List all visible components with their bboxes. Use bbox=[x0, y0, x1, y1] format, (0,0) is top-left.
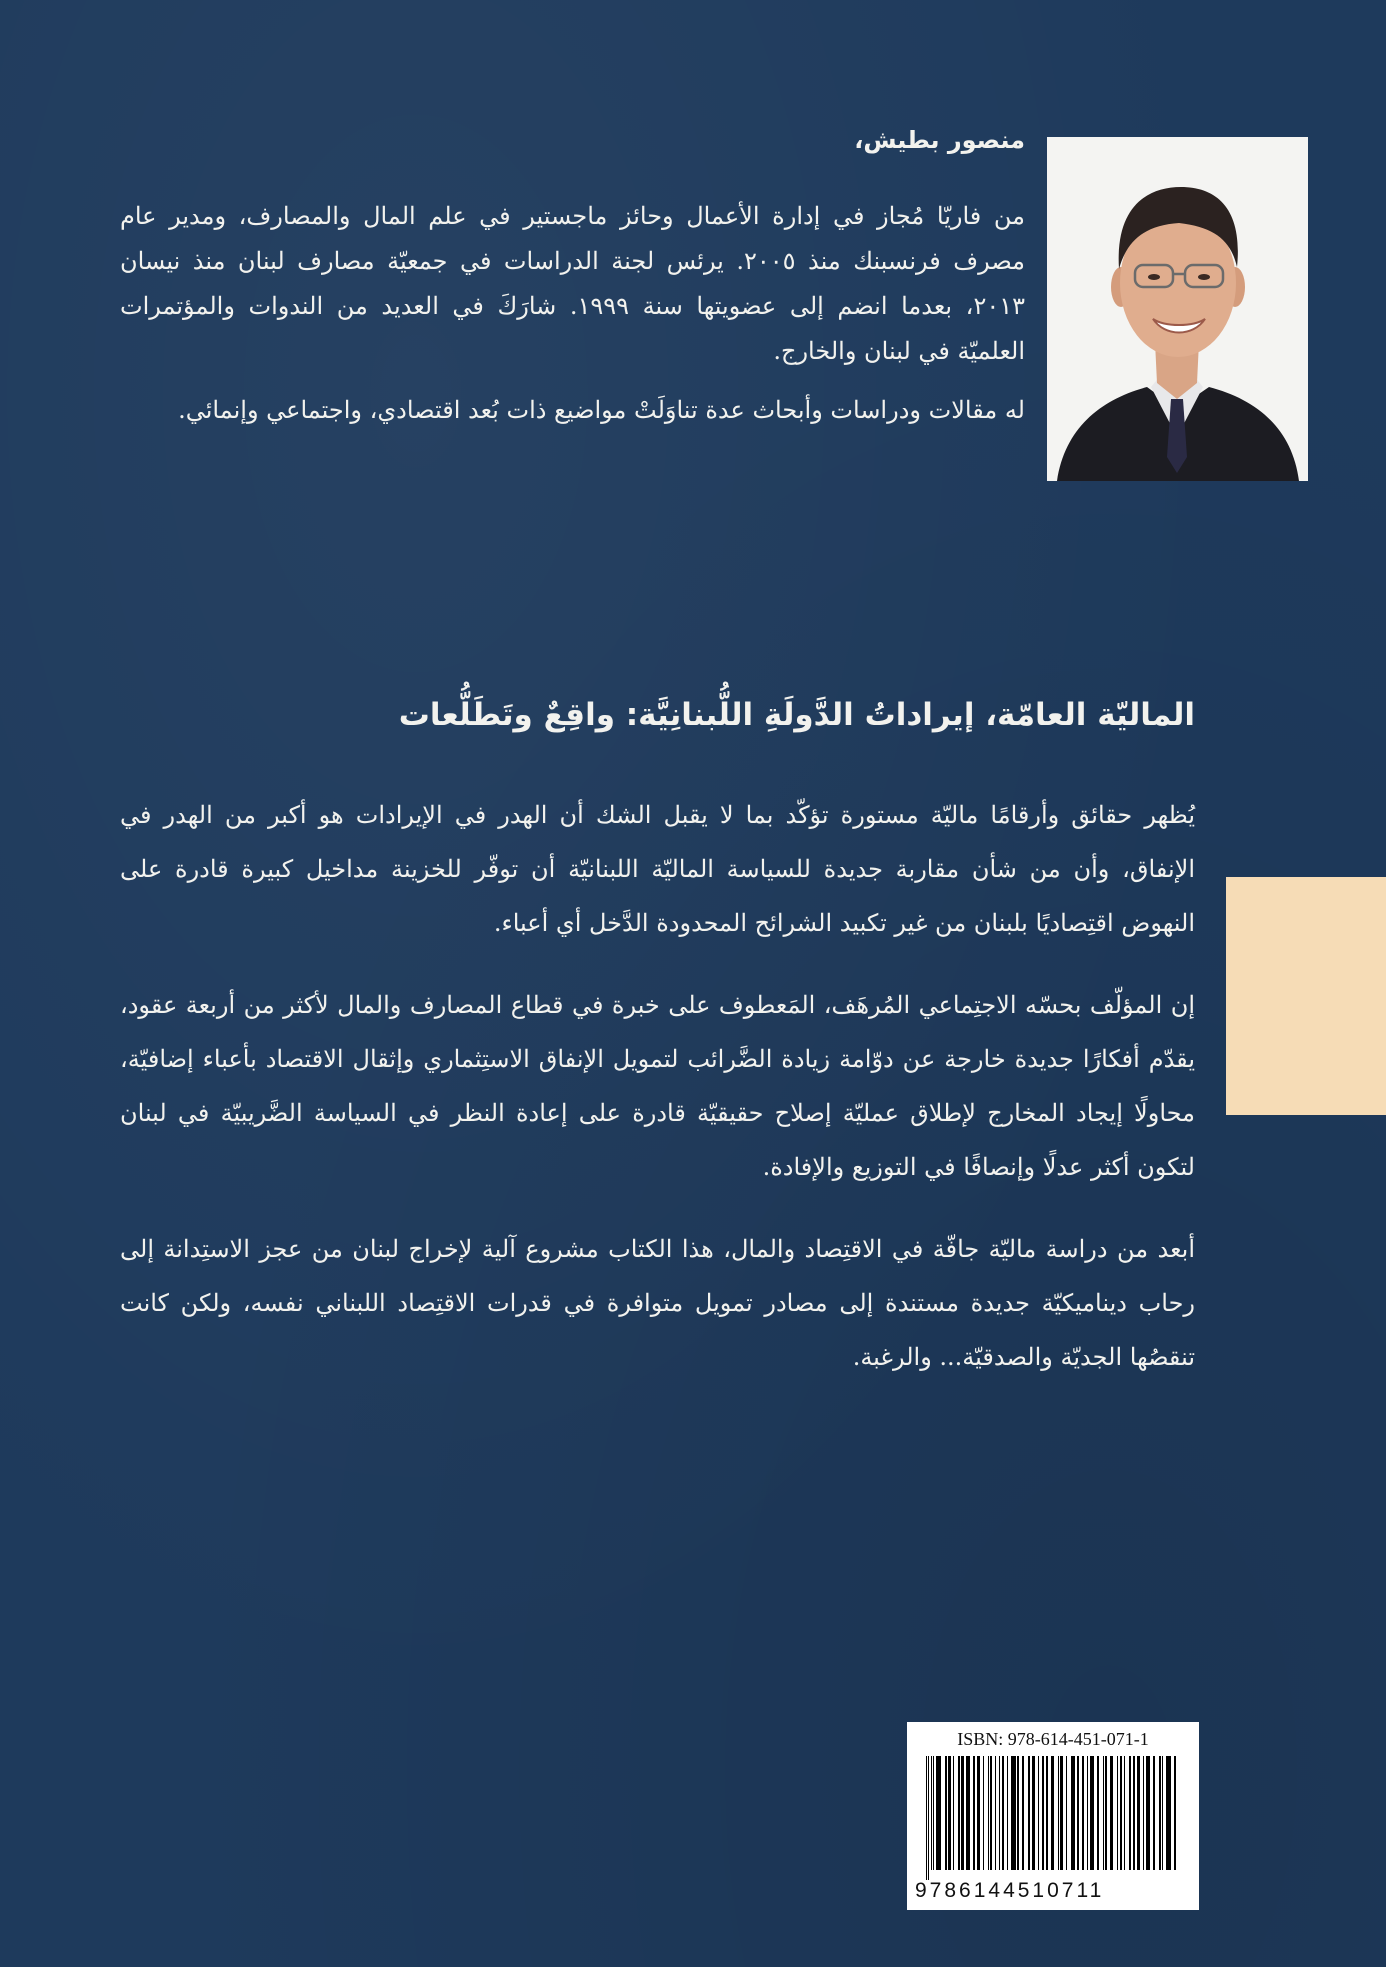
isbn-label: ISBN: 978-614-451-071-1 bbox=[957, 1729, 1149, 1749]
description-paragraph: أبعد من دراسة ماليّة جافّة في الاقتِصاد والمال، هذا الكتاب مشروع آلية لإخراج لبنان من عجز الاستِدانة إلى رحاب ديناميكيّة جديدة مستندة إلى مصادر تمويل متوافرة في قدرات الاقتِصاد اللبناني نفسه، ولكن كانت تنقصُها الجديّة والصدقيّة... والرغبة. bbox=[120, 1235, 1195, 1371]
barcode-bar bbox=[928, 1756, 929, 1880]
barcode-bar bbox=[1046, 1756, 1048, 1870]
barcode-bar bbox=[931, 1756, 932, 1870]
barcode-bar bbox=[1174, 1756, 1176, 1870]
barcode-bar bbox=[983, 1756, 984, 1870]
barcode-bar bbox=[926, 1756, 927, 1880]
author-name: منصور بطيش، bbox=[854, 126, 1025, 154]
barcode-bar bbox=[933, 1756, 934, 1870]
barcode-bar bbox=[1077, 1756, 1079, 1870]
barcode-bar bbox=[977, 1756, 980, 1870]
description-paragraph: يُظهر حقائق وأرقامًا ماليّة مستورة تؤكّد بما لا يقبل الشك أن الهدر في الإيرادات هو أكبر من الهدر في الإنفاق، وأن من شأن مقاربة جديدة للسياسة الماليّة اللبنانيّة أن توفّر للخزينة مداخيل كبيرة قادرة على النهوض اقتِصاديًا بلبنان من غير تكبيد الشرائح المحدودة الدَّخل أي أعباء. bbox=[120, 801, 1195, 937]
barcode-bar bbox=[945, 1756, 947, 1870]
barcode-bar bbox=[1032, 1756, 1035, 1870]
barcode-bar bbox=[1042, 1756, 1044, 1870]
book-title: الماليّة العامّة، إيراداتُ الدَّولَةِ اللُّبنانِيَّة: واقِعٌ وتَطَلُّعات bbox=[398, 697, 1195, 733]
barcode-bar bbox=[1110, 1756, 1113, 1870]
barcode-bar bbox=[961, 1756, 963, 1870]
barcode bbox=[921, 1756, 1185, 1880]
barcode-bar bbox=[936, 1756, 941, 1870]
barcode-bar bbox=[1143, 1756, 1144, 1870]
barcode-bar bbox=[1002, 1756, 1004, 1870]
barcode-digits: 9786144510711 bbox=[915, 1879, 1105, 1902]
barcode-bar bbox=[1120, 1756, 1122, 1870]
barcode-bar bbox=[1051, 1756, 1054, 1870]
barcode-bar bbox=[1153, 1756, 1155, 1870]
barcode-bar bbox=[1087, 1756, 1088, 1870]
barcode-bar bbox=[966, 1756, 969, 1870]
barcode-bar bbox=[1105, 1756, 1107, 1870]
barcode-bar bbox=[1117, 1756, 1118, 1870]
barcode-bar bbox=[1060, 1756, 1063, 1870]
barcode-bar bbox=[995, 1756, 996, 1870]
author-photo bbox=[1047, 137, 1308, 481]
barcode-bar bbox=[1011, 1756, 1016, 1870]
barcode-bar bbox=[1166, 1756, 1171, 1870]
barcode-bar bbox=[990, 1756, 992, 1870]
barcode-bar bbox=[1159, 1756, 1161, 1870]
description-paragraph: إن المؤلّف بحسّه الاجتِماعي المُرهَف، المَعطوف على خبرة في قطاع المصارف والمال لأكثر من أربعة عقود، يقدّم أفكارًا جديدة خارجة عن دوّامة زيادة الضَّرائب لتمويل الإنفاق الاستِثماري وإثقال الاقتصاد بأعباء إضافيّة، محاولًا إيجاد المخارج لإطلاق عمليّة إصلاح حقيقيّة قادرة على إعادة النظر في السياسة الضَّريبيّة في لبنان لتكون أكثر عدلًا وإنصافًا في التوزيع والإفادة. bbox=[120, 991, 1195, 1181]
barcode-bar bbox=[1071, 1756, 1076, 1870]
barcode-bar bbox=[1162, 1756, 1163, 1870]
barcode-bar bbox=[1038, 1756, 1039, 1870]
bio-paragraph: له مقالات ودراسات وأبحاث عدة تناوَلَتْ مواضيع ذات بُعد اقتصادي، واجتماعي وإنمائي. bbox=[178, 396, 1025, 424]
barcode-bar bbox=[1017, 1756, 1019, 1870]
barcode-bar bbox=[1097, 1756, 1099, 1870]
barcode-bar bbox=[1007, 1756, 1008, 1870]
author-bio bbox=[120, 120, 1025, 447]
barcode-bar bbox=[999, 1756, 1000, 1870]
barcode-bar bbox=[988, 1756, 989, 1870]
barcode-bar bbox=[953, 1756, 954, 1870]
barcode-bar bbox=[1066, 1756, 1067, 1870]
edge-color-tab bbox=[1226, 877, 1386, 1115]
barcode-bar bbox=[973, 1756, 975, 1870]
barcode-bar bbox=[1146, 1756, 1151, 1870]
isbn-barcode-box bbox=[907, 1722, 1199, 1910]
barcode-bar bbox=[1129, 1756, 1131, 1870]
barcode-bar bbox=[1028, 1756, 1030, 1870]
barcode-bar bbox=[1103, 1756, 1104, 1870]
bio-paragraph: من فاريّا مُجاز في إدارة الأعمال وحائز ماجستير في علم المال والمصارف، ومدير عام مصرف فرنسبنك منذ ٢٠٠٥. يرئس لجنة الدراسات في جمعيّة مصارف لبنان منذ نيسان ٢٠١٣، بعدما انضم إلى عضويتها سنة ١٩٩٩. شارَكَ في العديد من الندوات والمؤتمرات العلميّة في لبنان والخارج. bbox=[120, 202, 1025, 365]
barcode-bar bbox=[1133, 1756, 1135, 1870]
book-description bbox=[120, 788, 1195, 1412]
barcode-bar bbox=[1124, 1756, 1125, 1870]
barcode-bar bbox=[1058, 1756, 1059, 1870]
barcode-bar bbox=[1022, 1756, 1024, 1870]
barcode-bar bbox=[958, 1756, 960, 1870]
barcode-bar bbox=[1137, 1756, 1139, 1870]
barcode-bar bbox=[948, 1756, 950, 1870]
barcode-bar bbox=[1082, 1756, 1084, 1870]
barcode-bar bbox=[1090, 1756, 1095, 1870]
